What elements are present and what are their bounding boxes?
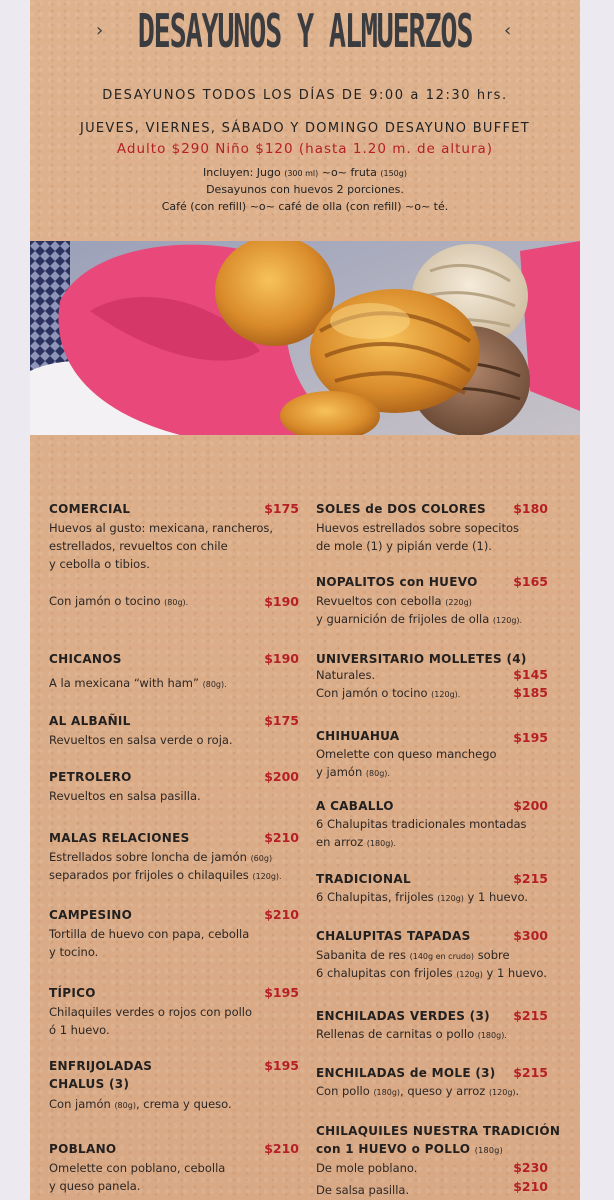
item-desc-line: en arroz (180g). xyxy=(316,835,396,849)
bread-basket-photo xyxy=(30,241,580,435)
item-name: CAMPESINO xyxy=(49,908,133,922)
menu-item-enchiladas-verdes xyxy=(316,1007,548,1047)
item-price: $200 xyxy=(513,798,548,813)
item-name-line-2: CHALUS (3) xyxy=(49,1077,130,1091)
menu-item-tradicional xyxy=(316,870,548,910)
item-name: ENFRIJOLADAS xyxy=(49,1059,153,1073)
item-desc-line: y queso panela. xyxy=(49,1179,141,1193)
item-desc-line: Omelette con queso manchego xyxy=(316,747,497,761)
item-desc-line: y jamón (80g). xyxy=(316,765,390,779)
item-desc-line: De mole poblano. xyxy=(316,1161,418,1175)
left-ornament: › xyxy=(96,20,104,41)
item-desc-line: A la mexicana “with ham” (80g). xyxy=(49,676,227,690)
hours-text: DESAYUNOS TODOS LOS DÍAS DE 9:00 a 12:30 hrs. xyxy=(102,88,508,103)
item-name: CHICANOS xyxy=(49,652,122,666)
item-desc-line: Estrellados sobre loncha de jamón (60g) xyxy=(49,850,273,864)
menu-item-chalupitas-tapadas xyxy=(316,927,566,987)
item-name: MALAS RELACIONES xyxy=(49,831,190,845)
item-price: $215 xyxy=(513,871,548,886)
menu-item-malas-relaciones xyxy=(49,829,299,889)
includes-line-2: Desayunos con huevos 2 porciones. xyxy=(206,183,404,196)
item-desc-line: 6 Chalupitas, frijoles (120g) y 1 huevo. xyxy=(316,890,528,904)
menu-item-chihuahua xyxy=(316,729,548,789)
item-desc-line: De salsa pasilla. xyxy=(316,1183,410,1197)
item-price: $175 xyxy=(264,713,299,728)
item-desc-line: y guarnición de frijoles de olla (120g). xyxy=(316,612,523,626)
bread-basket-illustration xyxy=(30,241,580,435)
item-price: $165 xyxy=(513,574,548,589)
menu-item-universitario xyxy=(316,650,548,710)
item-desc-line: Huevos estrellados sobre sopecitos xyxy=(316,521,520,535)
menu-item-petrolero xyxy=(49,768,299,808)
item-name-line-2: con 1 HUEVO o POLLO (180g) xyxy=(316,1142,504,1156)
item-name: UNIVERSITARIO MOLLETES (4) xyxy=(316,652,527,666)
item-name: CHIHUAHUA xyxy=(316,729,400,743)
includes-line-3: Café (con refill) ~o~ café de olla (con refill) ~o~ té. xyxy=(161,200,449,213)
item-price: $195 xyxy=(264,1058,299,1073)
item-name: PETROLERO xyxy=(49,770,132,784)
item-desc-line: separados por frijoles o chilaquiles (120g). xyxy=(49,868,282,882)
item-desc-line: Con jamón (80g), crema y queso. xyxy=(49,1097,232,1111)
item-name: A CABALLO xyxy=(316,799,394,813)
item-price: $230 xyxy=(513,1160,548,1175)
menu-item-a-caballo xyxy=(316,797,548,857)
item-desc-line: y cebolla o tibios. xyxy=(49,557,150,571)
item-desc-line: Revueltos en salsa verde o roja. xyxy=(49,733,233,747)
item-price: $215 xyxy=(513,1065,548,1080)
buffet-days: JUEVES, VIERNES, SÁBADO Y DOMINGO DESAYUNO BUFFET xyxy=(79,121,531,136)
item-price: $190 xyxy=(264,594,299,609)
item-price: $195 xyxy=(264,985,299,1000)
item-desc-line: 6 Chalupitas tradicionales montadas xyxy=(316,817,527,831)
menu-item-al-albanil xyxy=(49,712,299,752)
item-name: SOLES de DOS COLORES xyxy=(316,502,486,516)
item-desc-line: Con jamón o tocino (80g). xyxy=(49,594,189,608)
item-desc-line: Rellenas de carnitas o pollo (180g). xyxy=(316,1027,507,1041)
item-name: NOPALITOS con HUEVO xyxy=(316,575,478,589)
left-margin xyxy=(0,0,30,1200)
item-price: $210 xyxy=(264,907,299,922)
item-desc-line: estrellados, revueltos con chile xyxy=(49,539,228,553)
item-desc-line: ó 1 huevo. xyxy=(49,1023,110,1037)
menu-title: DESAYUNOS Y ALMUERZOS xyxy=(137,4,473,58)
menu-item-chilaquiles xyxy=(316,1122,561,1200)
item-price: $215 xyxy=(513,1008,548,1023)
menu-item-enfrijoladas xyxy=(49,1057,299,1117)
right-margin xyxy=(580,0,614,1200)
item-price: $200 xyxy=(264,769,299,784)
item-desc-line: Revueltos en salsa pasilla. xyxy=(49,789,201,803)
item-name: TÍPICO xyxy=(49,986,96,1000)
item-price: $300 xyxy=(513,928,548,943)
menu-item-enchiladas-mole xyxy=(316,1064,548,1104)
item-desc-line: Con jamón o tocino (120g). xyxy=(316,686,461,700)
item-name: CHILAQUILES NUESTRA TRADICIÓN xyxy=(316,1124,561,1138)
item-price: $190 xyxy=(264,651,299,666)
menu-item-nopalitos xyxy=(316,573,548,633)
item-desc-line: Chilaquiles verdes o rojos con pollo xyxy=(49,1005,253,1019)
item-desc-line: y tocino. xyxy=(49,945,99,959)
menu-item-comercial-jamon xyxy=(49,592,299,612)
right-ornament: ‹ xyxy=(504,20,512,41)
item-name: COMERCIAL xyxy=(49,502,131,516)
item-desc-line: 6 chalupitas con frijoles (120g) y 1 huevo. xyxy=(316,966,547,980)
item-price: $210 xyxy=(264,1141,299,1156)
menu-item-campesino xyxy=(49,906,299,966)
item-price: $145 xyxy=(513,667,548,682)
item-name: ENCHILADAS VERDES (3) xyxy=(316,1009,490,1023)
item-name: CHALUPITAS TAPADAS xyxy=(316,929,471,943)
menu-item-poblano xyxy=(49,1140,299,1200)
item-desc-line: Revueltos con cebolla (220g) xyxy=(316,594,472,608)
includes-line-1: Incluyen: Jugo (300 ml) ~o~ fruta (150g) xyxy=(203,166,407,179)
item-desc-line: Tortilla de huevo con papa, cebolla xyxy=(49,927,250,941)
item-name: AL ALBAÑIL xyxy=(49,714,131,728)
item-price: $180 xyxy=(513,501,548,516)
item-desc-line: Sabanita de res (140g en crudo) sobre xyxy=(316,948,510,962)
item-price: $210 xyxy=(513,1179,548,1194)
item-price: $210 xyxy=(264,830,299,845)
item-name: ENCHILADAS de MOLE (3) xyxy=(316,1066,496,1080)
item-desc-line: Naturales. xyxy=(316,668,376,682)
item-price: $185 xyxy=(513,685,548,700)
menu-item-chicanos xyxy=(49,650,299,690)
item-desc-line: Omelette con poblano, cebolla xyxy=(49,1161,226,1175)
menu-item-soles xyxy=(316,500,548,560)
item-price: $195 xyxy=(513,730,548,745)
item-desc-line: de mole (1) y pipián verde (1). xyxy=(316,539,492,553)
item-desc-line: Con pollo (180g), queso y arroz (120g). xyxy=(316,1084,520,1098)
menu-page xyxy=(30,0,580,1200)
item-name: POBLANO xyxy=(49,1142,117,1156)
menu-item-tipico xyxy=(49,984,299,1044)
item-desc-line: Huevos al gusto: mexicana, rancheros, xyxy=(49,521,274,535)
item-name: TRADICIONAL xyxy=(316,872,411,886)
item-price: $175 xyxy=(264,501,299,516)
buffet-prices: Adulto $290 Niño $120 (hasta 1.20 m. de altura) xyxy=(116,141,494,157)
menu-item-comercial xyxy=(49,500,299,580)
